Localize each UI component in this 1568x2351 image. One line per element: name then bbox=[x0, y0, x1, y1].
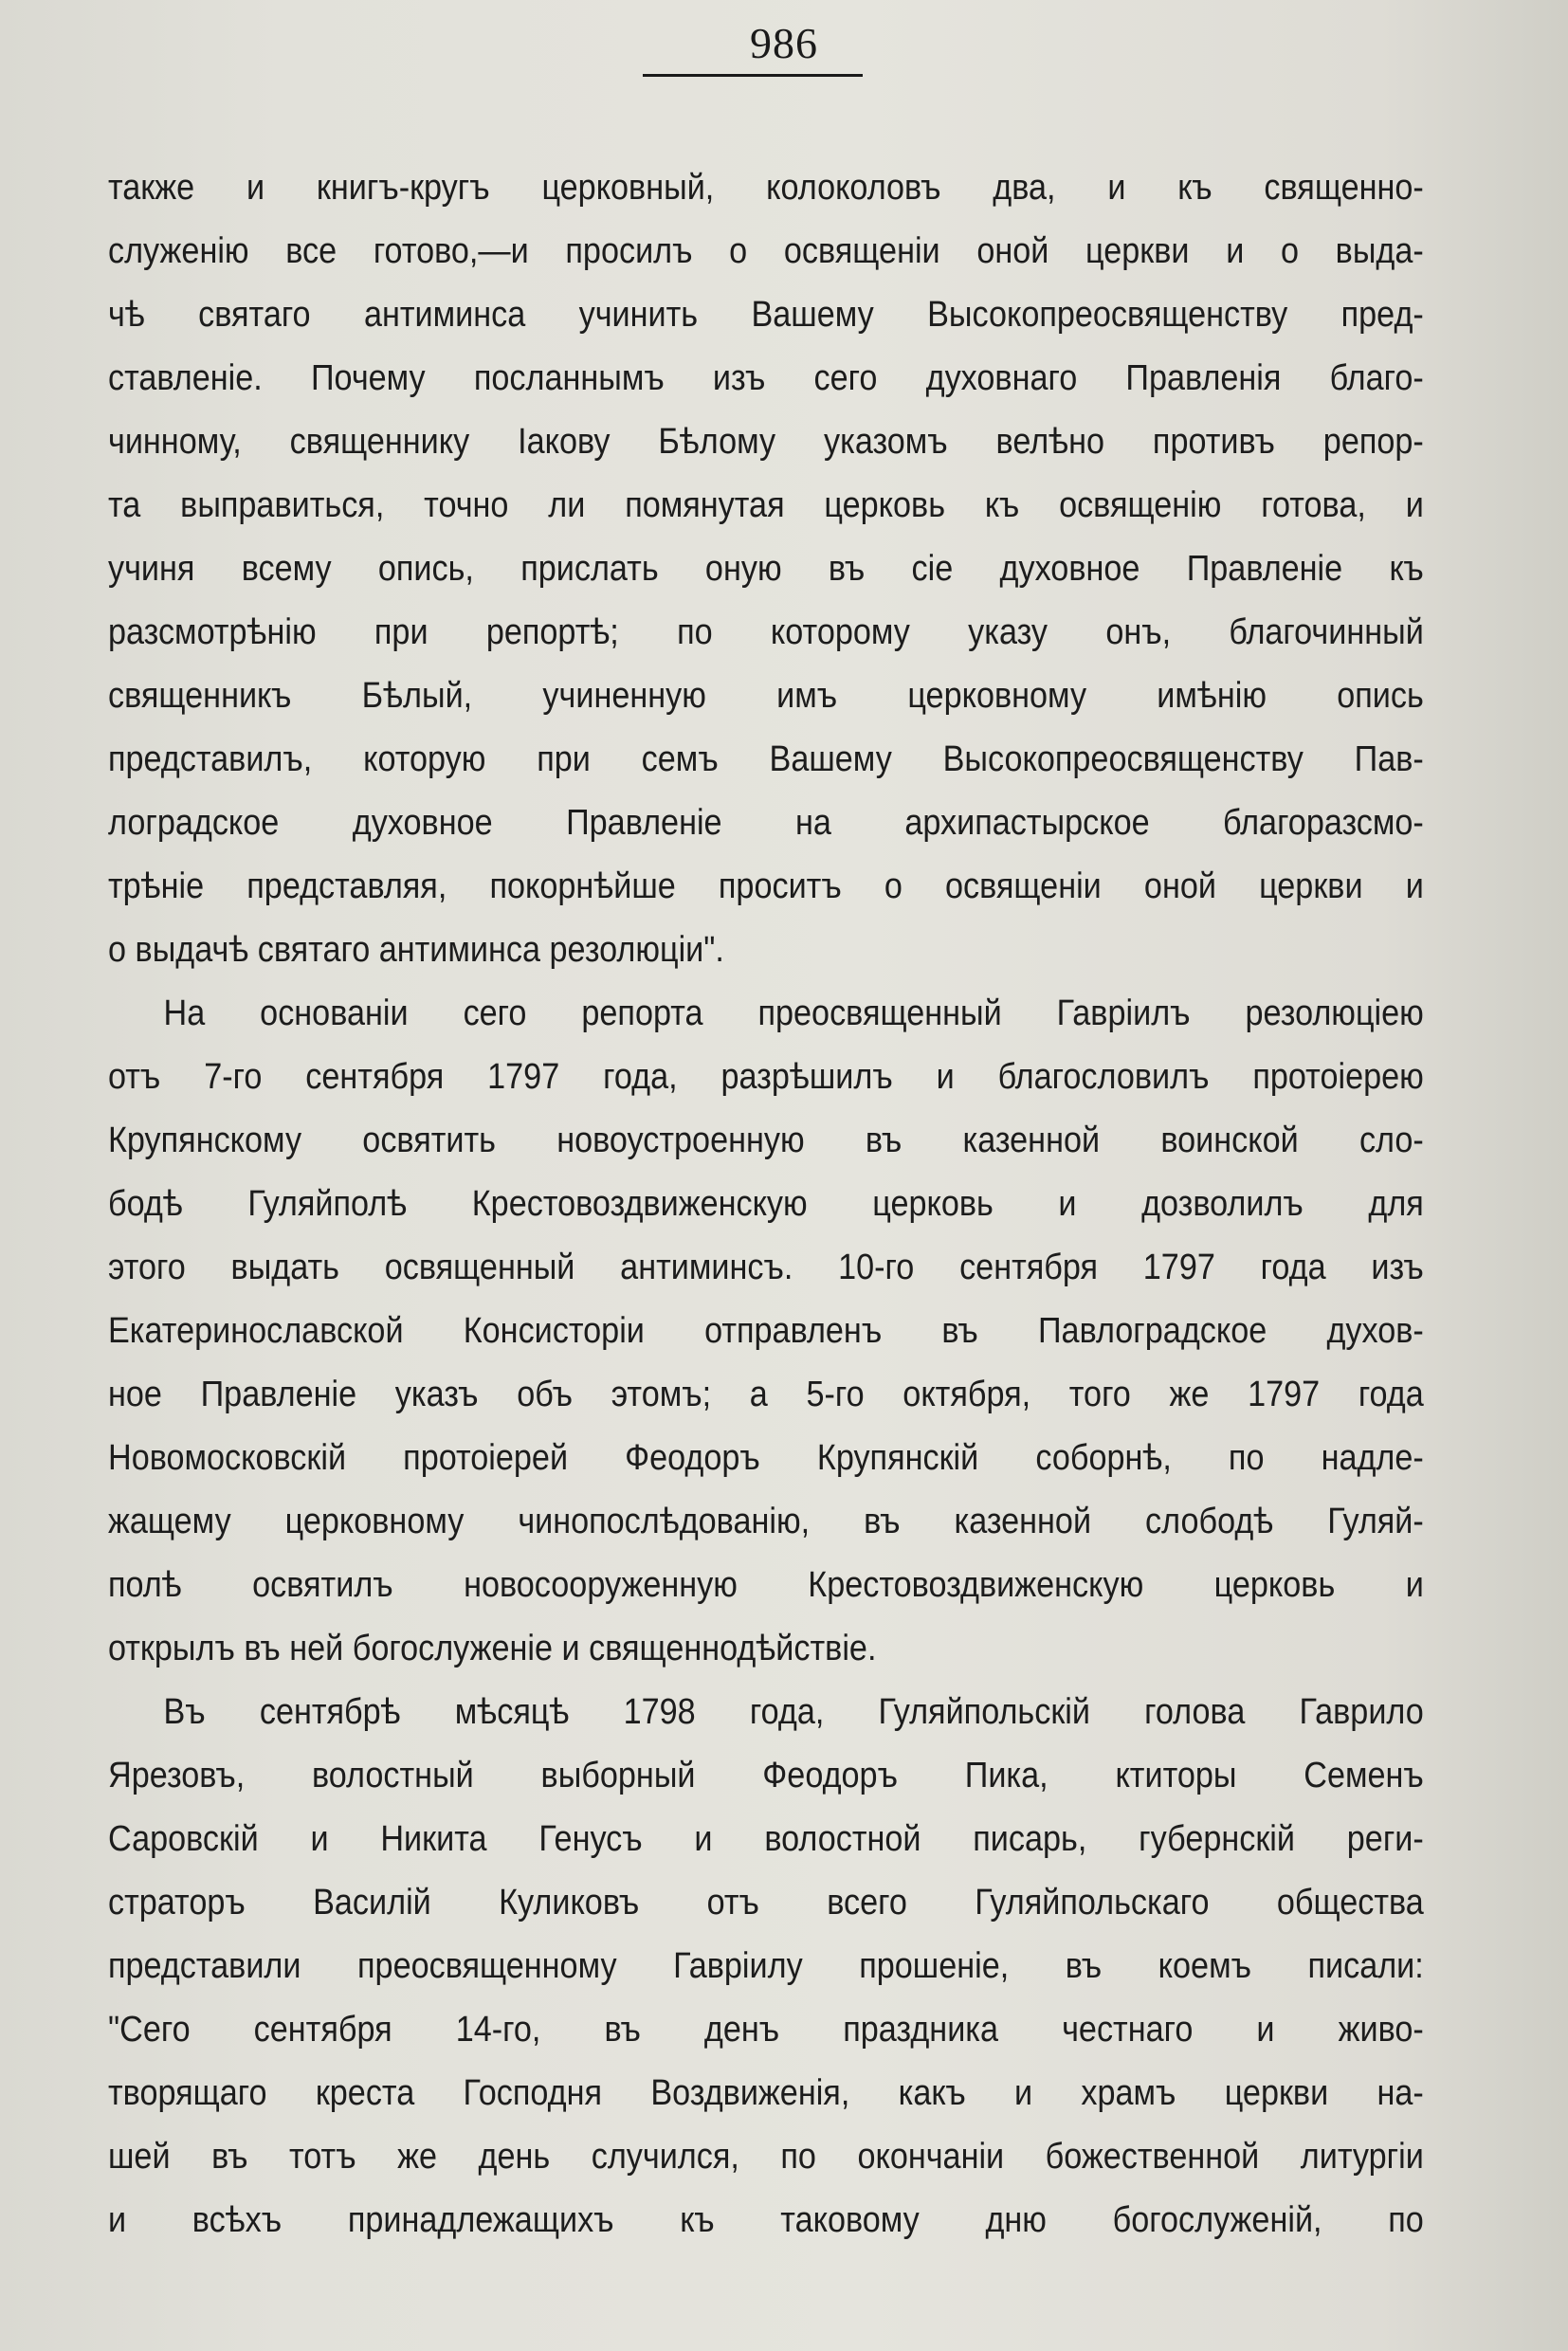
text-line: На основаніи сего репорта преосвященный Гавріилъ резолюціею bbox=[163, 993, 1424, 1033]
text-line: представилъ, которую при семъ Вашему Высокопреосвященству Пав- bbox=[108, 739, 1424, 779]
text-line: та выправиться, точно ли помянутая церковь къ освященію готова, и bbox=[108, 485, 1424, 525]
text-line: Крупянскому освятить новоустроенную въ казенной воинской сло- bbox=[108, 1121, 1424, 1160]
text-line: Ярезовъ, волостный выборный Феодоръ Пика, ктиторы Семенъ bbox=[108, 1756, 1424, 1795]
text-line: бодѣ Гуляйполѣ Крестовоздвиженскую церковь и дозволилъ для bbox=[108, 1184, 1424, 1224]
text-line: учиня всему опись, прислать оную въ сіе духовное Правленіе къ bbox=[108, 549, 1424, 589]
text-line: открылъ въ ней богослуженіе и священнодѣйствіе. bbox=[108, 1629, 877, 1668]
text-line: также и книгъ-кругъ церковный, колоколовъ два, и къ священно- bbox=[108, 168, 1424, 208]
text-line: творящаго креста Господня Воздвиженія, какъ и храмъ церкви на- bbox=[108, 2073, 1424, 2113]
header-rule bbox=[643, 74, 863, 77]
text-line: о выдачѣ святаго антиминса резолюціи". bbox=[108, 930, 724, 970]
text-line: священникъ Бѣлый, учиненную имъ церковному имѣнію опись bbox=[108, 676, 1424, 716]
text-line: лоградское духовное Правленіе на архипастырское благоразсмо- bbox=[108, 803, 1424, 843]
text-line: Екатеринославской Консисторіи отправленъ въ Павлоградское духов- bbox=[108, 1311, 1424, 1351]
text-line: разсмотрѣнію при репортѣ; по которому указу онъ, благочинный bbox=[108, 612, 1424, 652]
page-number: 986 bbox=[750, 19, 818, 67]
text-line: этого выдать освященный антиминсъ. 10-го сентября 1797 года изъ bbox=[108, 1248, 1424, 1287]
text-line: жащему церковному чинопослѣдованію, въ казенной слободѣ Гуляй- bbox=[108, 1502, 1424, 1541]
text-line: Въ сентябрѣ мѣсяцѣ 1798 года, Гуляйпольскій голова Гаврило bbox=[163, 1692, 1424, 1732]
text-line: Саровскій и Никита Генусъ и волостной писарь, губернскій реги- bbox=[108, 1819, 1424, 1859]
text-line: Новомосковскій протоіерей Феодоръ Крупянскій соборнѣ, по надле- bbox=[108, 1438, 1424, 1478]
text-line: отъ 7-го сентября 1797 года, разрѣшилъ и благословилъ протоіерею bbox=[108, 1057, 1424, 1097]
text-line: полѣ освятилъ новосооруженную Крестовоздвиженскую церковь и bbox=[108, 1565, 1424, 1605]
text-line: чѣ святаго антиминса учинить Вашему Высокопреосвященству пред- bbox=[108, 295, 1424, 335]
text-line: шей въ тотъ же день случился, по окончаніи божественной литургіи bbox=[108, 2137, 1424, 2177]
text-line: трѣніе представляя, покорнѣйше проситъ о освященіи оной церкви и bbox=[108, 866, 1424, 906]
text-line: "Сего сентября 14-го, въ денъ праздника честнаго и живо- bbox=[108, 2010, 1424, 2050]
body-text bbox=[108, 156, 1424, 2252]
text-line: ное Правленіе указъ объ этомъ; а 5-го октября, того же 1797 года bbox=[108, 1375, 1424, 1414]
text-line: и всѣхъ принадлежащихъ къ таковому дню богослуженій, по bbox=[108, 2200, 1424, 2240]
text-line: чинному, священнику Іакову Бѣлому указомъ велѣно противъ репор- bbox=[108, 422, 1424, 462]
text-line: служенію все готово,—и просилъ о освященіи оной церкви и о выда- bbox=[108, 231, 1424, 271]
text-line: ставленіе. Почему посланнымъ изъ сего духовнаго Правленія благо- bbox=[108, 358, 1424, 398]
text-line: представили преосвященному Гавріилу прошеніе, въ коемъ писали: bbox=[108, 1946, 1424, 1986]
text-line: страторъ Василій Куликовъ отъ всего Гуляйпольскаго общества bbox=[108, 1883, 1424, 1923]
page-header bbox=[0, 17, 1568, 70]
